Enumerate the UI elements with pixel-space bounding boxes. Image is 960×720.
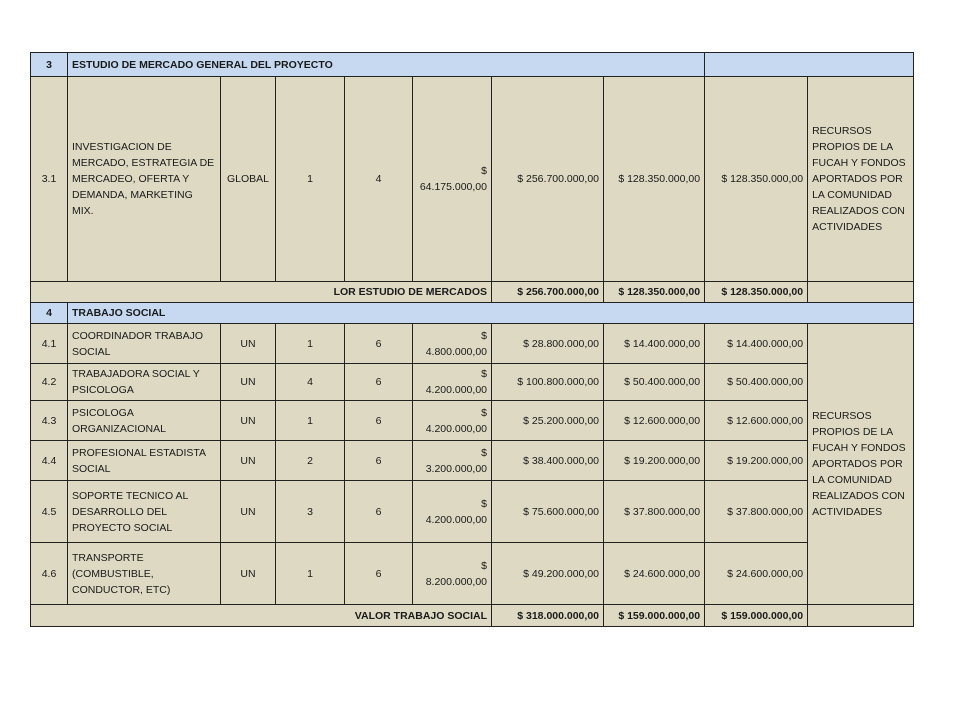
section-total-label: LOR ESTUDIO DE MERCADOS: [31, 282, 492, 303]
item-quantity: 3: [276, 481, 345, 543]
item-contrib-b: $ 19.200.000,00: [705, 441, 808, 481]
item-id: 4.6: [31, 543, 68, 605]
item-unit: UN: [221, 441, 276, 481]
section-total: $ 256.700.000,00: [492, 282, 604, 303]
item-months: 6: [345, 481, 413, 543]
item-months: 6: [345, 324, 413, 364]
item-quantity: 1: [276, 324, 345, 364]
item-contrib-a: $ 19.200.000,00: [604, 441, 705, 481]
section-title: ESTUDIO DE MERCADO GENERAL DEL PROYECTO: [68, 53, 705, 77]
item-total: $ 256.700.000,00: [492, 77, 604, 282]
table-row: [31, 543, 914, 605]
item-id: 4.5: [31, 481, 68, 543]
item-unit-value: $ 4.200.000,00: [413, 481, 492, 543]
item-id: 3.1: [31, 77, 68, 282]
item-id: 4.3: [31, 401, 68, 441]
table-row: [31, 481, 914, 543]
item-total: $ 49.200.000,00: [492, 543, 604, 605]
section-number: 3: [31, 53, 68, 77]
item-months: 4: [345, 77, 413, 282]
item-contrib-a: $ 24.600.000,00: [604, 543, 705, 605]
item-unit-value: $ 8.200.000,00: [413, 543, 492, 605]
item-months: 6: [345, 401, 413, 441]
section-total: $ 318.000.000,00: [492, 605, 604, 627]
item-contrib-b: $ 37.800.000,00: [705, 481, 808, 543]
item-quantity: 1: [276, 401, 345, 441]
item-quantity: 4: [276, 364, 345, 401]
item-total: $ 100.800.000,00: [492, 364, 604, 401]
section-total-blank: [808, 605, 914, 627]
funding-source: RECURSOS PROPIOS DE LA FUCAH Y FONDOS APORTADOS POR LA COMUNIDAD REALIZADOS CON ACTIVIDADES: [808, 324, 914, 605]
section-total-row: [31, 282, 914, 303]
item-unit: UN: [221, 401, 276, 441]
item-unit-value: $ 64.175.000,00: [413, 77, 492, 282]
section-header-row: [31, 53, 914, 77]
table-row: [31, 77, 914, 282]
item-contrib-a: $ 50.400.000,00: [604, 364, 705, 401]
item-months: 6: [345, 364, 413, 401]
item-description: TRABAJADORA SOCIAL Y PSICOLOGA: [68, 364, 221, 401]
item-description: TRANSPORTE (COMBUSTIBLE, CONDUCTOR, ETC): [68, 543, 221, 605]
budget-table: [30, 52, 914, 627]
item-unit-value: $ 3.200.000,00: [413, 441, 492, 481]
item-description: SOPORTE TECNICO AL DESARROLLO DEL PROYECTO SOCIAL: [68, 481, 221, 543]
item-contrib-b: $ 12.600.000,00: [705, 401, 808, 441]
item-contrib-b: $ 24.600.000,00: [705, 543, 808, 605]
item-contrib-b: $ 50.400.000,00: [705, 364, 808, 401]
section-total-row: [31, 605, 914, 627]
item-unit-value: $ 4.800.000,00: [413, 324, 492, 364]
item-quantity: 1: [276, 77, 345, 282]
section-title: TRABAJO SOCIAL: [68, 303, 914, 324]
table-row: [31, 441, 914, 481]
item-id: 4.1: [31, 324, 68, 364]
item-quantity: 1: [276, 543, 345, 605]
item-description: PROFESIONAL ESTADISTA SOCIAL: [68, 441, 221, 481]
table-row: [31, 401, 914, 441]
item-unit: UN: [221, 324, 276, 364]
table-row: [31, 364, 914, 401]
item-id: 4.4: [31, 441, 68, 481]
item-description: COORDINADOR TRABAJO SOCIAL: [68, 324, 221, 364]
item-unit-value: $ 4.200.000,00: [413, 364, 492, 401]
section-number: 4: [31, 303, 68, 324]
item-total: $ 75.600.000,00: [492, 481, 604, 543]
item-months: 6: [345, 543, 413, 605]
item-quantity: 2: [276, 441, 345, 481]
funding-source: RECURSOS PROPIOS DE LA FUCAH Y FONDOS APORTADOS POR LA COMUNIDAD REALIZADOS CON ACTIVIDADES: [808, 77, 914, 282]
item-contrib-b: $ 14.400.000,00: [705, 324, 808, 364]
item-contrib-a: $ 37.800.000,00: [604, 481, 705, 543]
item-contrib-a: $ 14.400.000,00: [604, 324, 705, 364]
item-months: 6: [345, 441, 413, 481]
section-total-blank: [808, 282, 914, 303]
item-unit: UN: [221, 543, 276, 605]
item-unit: UN: [221, 364, 276, 401]
item-contrib-b: $ 128.350.000,00: [705, 77, 808, 282]
table-row: [31, 324, 914, 364]
item-description: INVESTIGACION DE MERCADO, ESTRATEGIA DE MERCADEO, OFERTA Y DEMANDA, MARKETING MIX.: [68, 77, 221, 282]
item-description: PSICOLOGA ORGANIZACIONAL: [68, 401, 221, 441]
item-unit: UN: [221, 481, 276, 543]
section-total-b: $ 128.350.000,00: [705, 282, 808, 303]
section-header-blank: [705, 53, 914, 77]
section-total-a: $ 128.350.000,00: [604, 282, 705, 303]
section-total-b: $ 159.000.000,00: [705, 605, 808, 627]
item-contrib-a: $ 12.600.000,00: [604, 401, 705, 441]
section-total-label: VALOR TRABAJO SOCIAL: [31, 605, 492, 627]
item-total: $ 38.400.000,00: [492, 441, 604, 481]
item-contrib-a: $ 128.350.000,00: [604, 77, 705, 282]
section-header-row: [31, 303, 914, 324]
section-total-a: $ 159.000.000,00: [604, 605, 705, 627]
item-unit-value: $ 4.200.000,00: [413, 401, 492, 441]
item-total: $ 28.800.000,00: [492, 324, 604, 364]
item-id: 4.2: [31, 364, 68, 401]
item-unit: GLOBAL: [221, 77, 276, 282]
item-total: $ 25.200.000,00: [492, 401, 604, 441]
